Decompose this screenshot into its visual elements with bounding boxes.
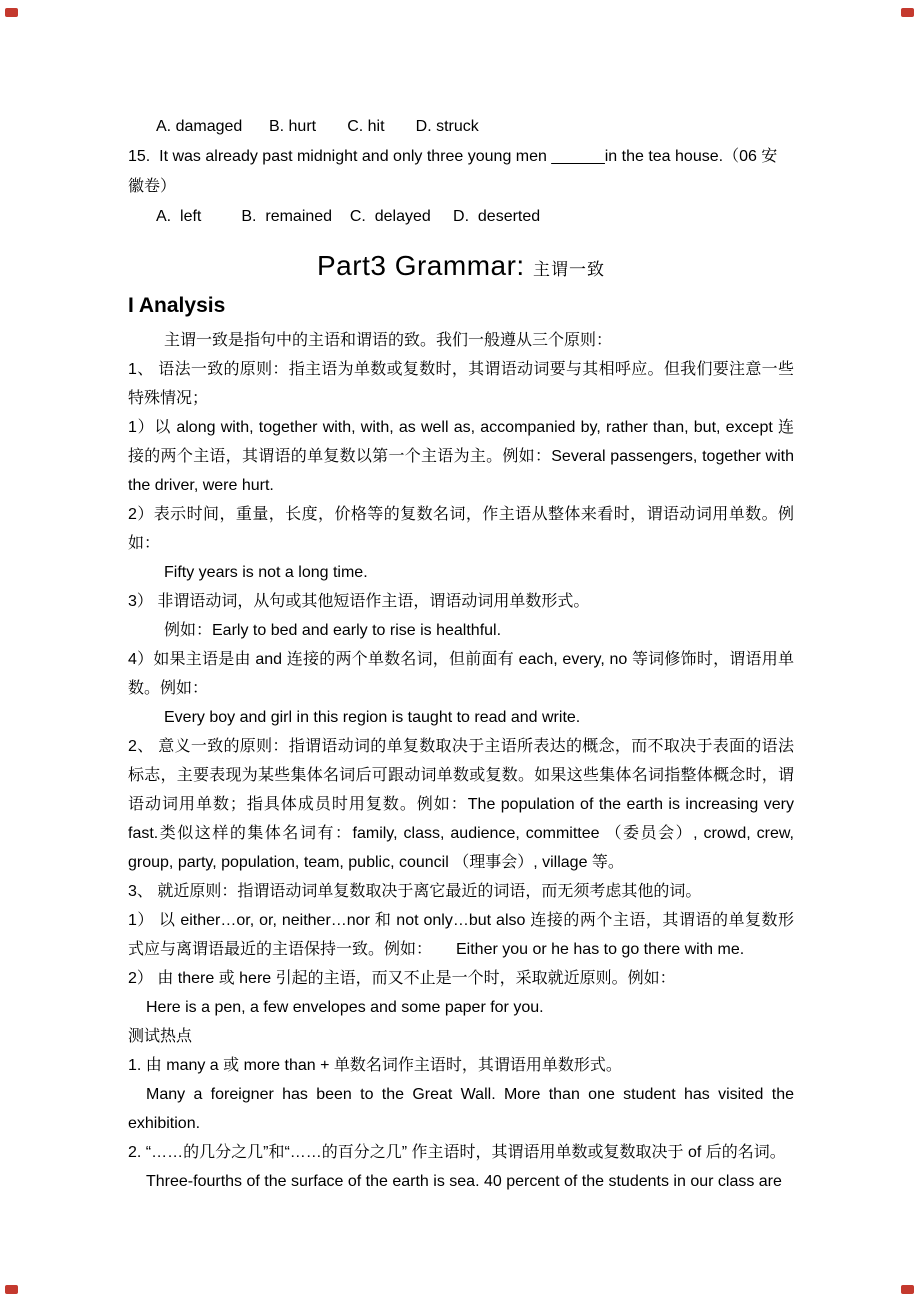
corner-mark-bottom-left: [5, 1285, 18, 1294]
paragraph: 1、 语法一致的原则：指主语为单数或复数时，其谓语动词要与其相呼应。但我们要注意一些特殊情况；: [128, 361, 794, 407]
paragraph: 3、 就近原则：指谓语动词单复数取决于离它最近的词语，而无须考虑其他的词。: [128, 883, 702, 900]
paragraph: 1. 由 many a 或 more than + 单数名词作主语时，其谓语用单数形式。: [128, 1057, 622, 1074]
section-heading-analysis: I Analysis: [128, 294, 226, 317]
document-content: [128, 112, 794, 1196]
example-sentence: Every boy and girl in this region is taught to read and write.: [164, 709, 581, 726]
example-sentence: Three-fourths of the surface of the earth is sea. 40 percent of the students in our class are: [146, 1173, 782, 1190]
example-sentence: 例如：Early to bed and early to rise is healthful.: [164, 622, 502, 639]
paragraph: 2、 意义一致的原则：指谓语动词的单复数取决于主语所表达的概念，而不取决于表面的语法标志，主要表现为某些集体名词后可跟动词单数或复数。如果这些集体名词指整体概念时，谓语动词用单数；指具体成员时用复数。例如：The population of the earth is increasing very fast.类似这样的集体名词有：family, class, audience, committee （委员会）, crowd, crew, group, party, population, team, public, council （理事会）, village 等。: [128, 738, 794, 871]
corner-mark-bottom-right: [901, 1285, 914, 1294]
example-sentence: Many a foreigner has been to the Great Wall. More than one student has visited the exhibition.: [128, 1086, 794, 1132]
example-sentence: Here is a pen, a few envelopes and some paper for you.: [146, 999, 544, 1016]
question-15-options: A. left B. remained C. delayed D. deserted: [156, 208, 541, 225]
paragraph: 2） 由 there 或 here 引起的主语，而又不止是一个时，采取就近原则。例如：: [128, 970, 676, 987]
paragraph: 2）表示时间，重量，长度，价格等的复数名词，作主语从整体来看时，谓语动词用单数。例如：: [128, 506, 794, 552]
question-15-line1: 15. It was already past midnight and only three young men ______in the tea house.（06 安: [128, 148, 778, 165]
page-title: [128, 246, 794, 290]
page-title-zh: 主谓一致: [532, 260, 605, 279]
paragraph: 4）如果主语是由 and 连接的两个单数名词，但前面有 each, every, no 等词修饰时，谓语用单数。例如：: [128, 651, 794, 697]
corner-mark-top-left: [5, 8, 18, 17]
subsection-heading-hotspots: 测试热点: [128, 1028, 193, 1045]
paragraph: 1） 以 either…or, or, neither…nor 和 not only…but also 连接的两个主语，其谓语的单复数形式应与离谓语最近的主语保持一致。例如： Either you or he has to go there with me.: [128, 912, 794, 958]
paragraph: 1）以 along with, together with, with, as well as, accompanied by, rather than, but, except 连接的两个主语，其谓语的单复数以第一个主语为主。例如：Several passengers, together with the driver, were hurt.: [128, 419, 794, 494]
paragraph: 3） 非谓语动词，从句或其他短语作主语，谓语动词用单数形式。: [128, 593, 590, 610]
paragraph: 2. “……的几分之几”和“……的百分之几” 作主语时，其谓语用单数或复数取决于 of 后的名词。: [128, 1144, 786, 1161]
corner-mark-top-right: [901, 8, 914, 17]
paragraph: 主谓一致是指句中的主语和谓语的致。我们一般遵从三个原则：: [164, 332, 613, 349]
page-title-en: Part3 Grammar:: [317, 250, 525, 281]
question-15-line2: 徽卷）: [128, 178, 177, 195]
question-14-options: A. damaged B. hurt C. hit D. struck: [156, 118, 479, 135]
example-sentence: Fifty years is not a long time.: [164, 564, 368, 581]
